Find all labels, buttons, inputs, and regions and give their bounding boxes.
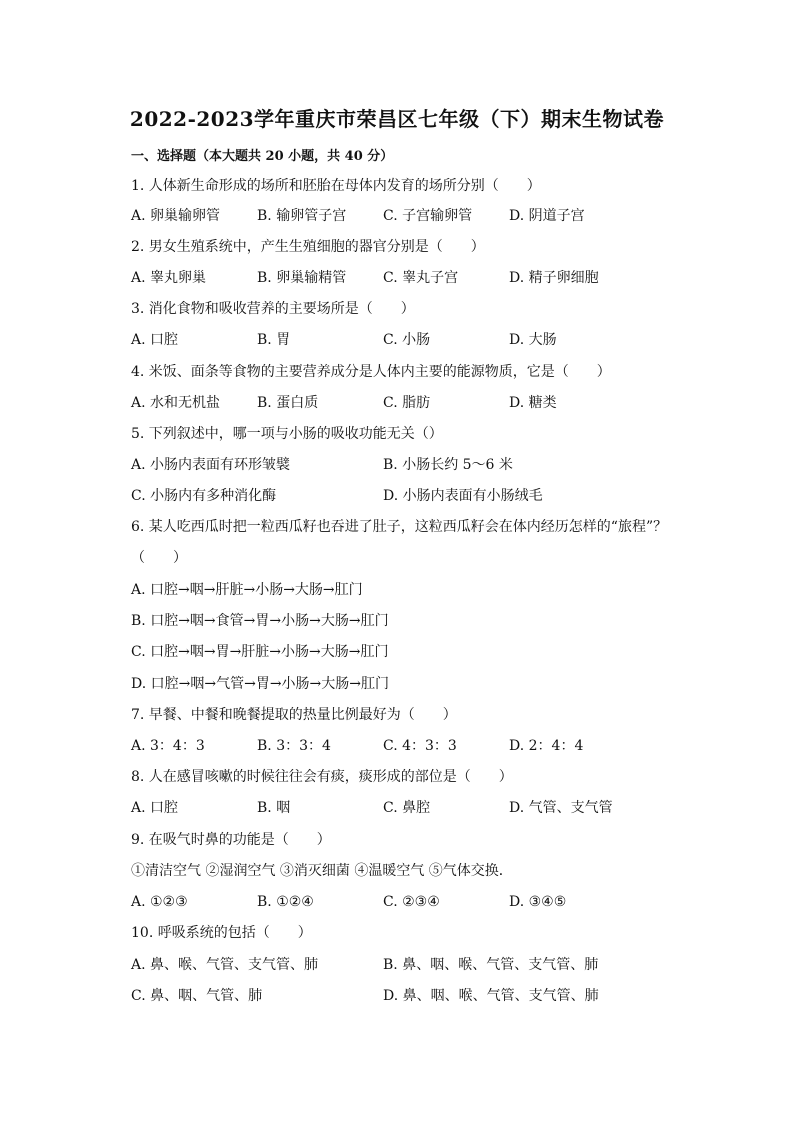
question-3-option-b[interactable]: B. 胃 (257, 332, 291, 348)
question-2-option-d[interactable]: D. 精子卵细胞 (509, 270, 599, 286)
question-7-option-a[interactable]: A. 3：4：3 (131, 738, 205, 754)
question-6-option-c[interactable]: C. 口腔→咽→胃→肝脏→小肠→大肠→肛门 (131, 644, 389, 660)
question-5-stem: 5. 下列叙述中，哪一项与小肠的吸收功能无关（） (131, 426, 443, 442)
question-4-option-c[interactable]: C. 脂肪 (383, 395, 431, 411)
question-9-option-b[interactable]: B. ①②④ (257, 894, 314, 910)
question-6-option-b[interactable]: B. 口腔→咽→食管→胃→小肠→大肠→肛门 (131, 613, 389, 629)
question-8-option-a[interactable]: A. 口腔 (131, 800, 179, 816)
question-6-answer-blank: （ ） (131, 550, 187, 566)
question-7-stem: 7. 早餐、中餐和晚餐提取的热量比例最好为（ ） (131, 707, 457, 723)
question-3-option-a[interactable]: A. 口腔 (131, 332, 179, 348)
question-5-option-c[interactable]: C. 小肠内有多种消化酶 (131, 488, 277, 504)
question-3-stem: 3. 消化食物和吸收营养的主要场所是（ ） (131, 301, 415, 317)
question-8-option-d[interactable]: D. 气管、支气管 (509, 800, 613, 816)
question-1-option-d[interactable]: D. 阴道子宫 (509, 208, 585, 224)
question-10-option-d[interactable]: D. 鼻、咽、喉、气管、支气管、肺 (383, 988, 599, 1004)
page-title: 2022-2023学年重庆市荣昌区七年级（下）期末生物试卷 (129, 107, 665, 131)
question-9-option-c[interactable]: C. ②③④ (383, 894, 440, 910)
question-10-option-c[interactable]: C. 鼻、咽、气管、肺 (131, 988, 263, 1004)
question-5-option-b[interactable]: B. 小肠长约 5～6 米 (383, 457, 513, 473)
question-4-stem: 4. 米饭、面条等食物的主要营养成分是人体内主要的能源物质，它是（ ） (131, 364, 611, 380)
question-7-option-c[interactable]: C. 4：3：3 (383, 738, 457, 754)
question-10-option-b[interactable]: B. 鼻、咽、喉、气管、支气管、肺 (383, 957, 599, 973)
question-5-option-d[interactable]: D. 小肠内表面有小肠绒毛 (383, 488, 543, 504)
question-1-option-a[interactable]: A. 卵巢输卵管 (131, 208, 221, 224)
question-2-option-b[interactable]: B. 卵巢输精管 (257, 270, 347, 286)
question-10-option-a[interactable]: A. 鼻、喉、气管、支气管、肺 (131, 957, 319, 973)
question-9-statements: ①清洁空气 ②湿润空气 ③消灭细菌 ④温暖空气 ⑤气体交换． (131, 863, 513, 879)
question-7-option-b[interactable]: B. 3：3：4 (257, 738, 331, 754)
question-8-option-c[interactable]: C. 鼻腔 (383, 800, 431, 816)
question-9-option-a[interactable]: A. ①②③ (131, 894, 188, 910)
question-4-option-b[interactable]: B. 蛋白质 (257, 395, 319, 411)
question-7-option-d[interactable]: D. 2：4：4 (509, 738, 584, 754)
section-heading: 一、选择题（本大题共 20 小题，共 40 分） (131, 149, 394, 164)
question-3-option-c[interactable]: C. 小肠 (383, 332, 431, 348)
question-1-option-b[interactable]: B. 输卵管子宫 (257, 208, 347, 224)
question-10-stem: 10. 呼吸系统的包括（ ） (131, 925, 312, 941)
question-6-option-d[interactable]: D. 口腔→咽→气管→胃→小肠→大肠→肛门 (131, 676, 390, 692)
question-4-option-a[interactable]: A. 水和无机盐 (131, 395, 221, 411)
question-6-stem: 6. 某人吃西瓜时把一粒西瓜籽也吞进了肚子，这粒西瓜籽会在体内经历怎样的“旅程”？ (131, 519, 668, 535)
question-8-option-b[interactable]: B. 咽 (257, 800, 291, 816)
question-1-stem: 1. 人体新生命形成的场所和胚胎在母体内发育的场所分别（ ） (131, 178, 541, 194)
question-9-stem: 9. 在吸气时鼻的功能是（ ） (131, 832, 331, 848)
question-9-option-d[interactable]: D. ③④⑤ (509, 894, 567, 910)
question-1-option-c[interactable]: C. 子宫输卵管 (383, 208, 473, 224)
question-3-option-d[interactable]: D. 大肠 (509, 332, 557, 348)
question-2-option-a[interactable]: A. 睾丸卵巢 (131, 270, 207, 286)
question-4-option-d[interactable]: D. 糖类 (509, 395, 557, 411)
question-6-option-a[interactable]: A. 口腔→咽→肝脏→小肠→大肠→肛门 (131, 582, 363, 598)
question-2-stem: 2. 男女生殖系统中，产生生殖细胞的器官分别是（ ） (131, 239, 485, 255)
question-8-stem: 8. 人在感冒咳嗽的时候往往会有痰，痰形成的部位是（ ） (131, 769, 513, 785)
question-2-option-c[interactable]: C. 睾丸子宫 (383, 270, 459, 286)
question-5-option-a[interactable]: A. 小肠内表面有环形皱襞 (131, 457, 291, 473)
